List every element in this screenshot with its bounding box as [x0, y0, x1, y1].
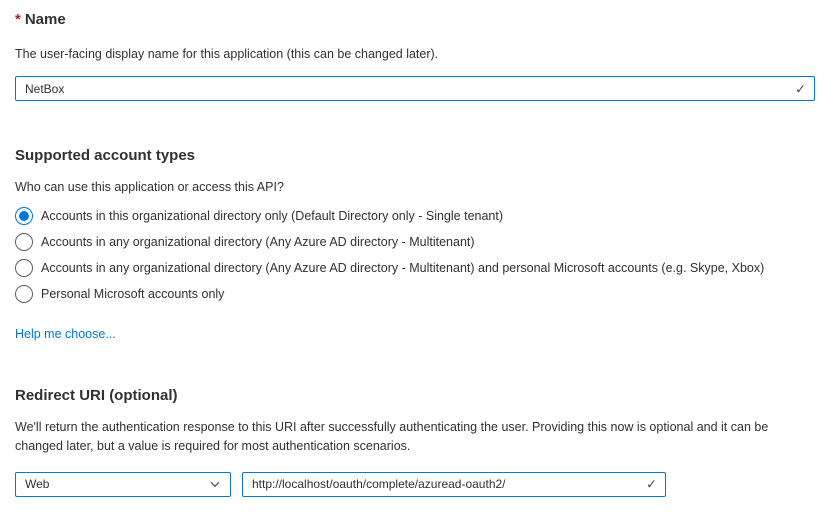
account-types-title: Supported account types [15, 147, 196, 165]
radio-multitenant[interactable] [15, 229, 815, 255]
account-types-radio-group [15, 203, 815, 307]
redirect-uri-controls [15, 472, 815, 497]
redirect-uri-description: We'll return the authentication response to this URI after successfully authenticating the user. Providing this now is optional and it can be changed later, but a value is required for most authentication scenarios. [15, 420, 769, 453]
name-input[interactable] [15, 76, 815, 101]
radio-unselected-icon [15, 285, 33, 303]
chevron-down-icon [209, 478, 221, 490]
name-label: Name [24, 11, 66, 28]
radio-multitenant-personal[interactable] [15, 255, 815, 281]
redirect-uri-title: Redirect URI (optional) [15, 386, 178, 404]
name-description: The user-facing display name for this application (this can be changed later). [15, 46, 439, 61]
radio-unselected-icon [15, 259, 33, 277]
account-types-question: Who can use this application or access this API? [15, 179, 284, 194]
name-section-title [15, 10, 815, 30]
radio-single-tenant[interactable] [15, 203, 815, 229]
radio-selected-icon [15, 207, 33, 225]
radio-multitenant-personal-label: Accounts in any organizational directory (Any Azure AD directory - Multitenant) and personal Microsoft accounts (e.g. Skype, Xbox) [41, 260, 765, 275]
radio-unselected-icon [15, 233, 33, 251]
platform-select-value: Web [25, 477, 50, 492]
radio-personal-only-label: Personal Microsoft accounts only [41, 286, 225, 301]
valid-check-icon: ✓ [795, 81, 806, 97]
radio-multitenant-label: Accounts in any organizational directory (Any Azure AD directory - Multitenant) [41, 234, 475, 249]
redirect-uri-input-container [242, 472, 666, 497]
radio-single-tenant-label: Accounts in this organizational directory only (Default Directory only - Single tenant) [41, 208, 504, 223]
name-input-container [15, 76, 815, 101]
redirect-uri-input[interactable] [242, 472, 666, 497]
valid-check-icon: ✓ [646, 476, 657, 492]
radio-personal-only[interactable] [15, 281, 815, 307]
help-me-choose-link[interactable]: Help me choose... [15, 326, 116, 341]
required-asterisk: * [15, 11, 21, 28]
platform-select[interactable] [15, 472, 231, 497]
